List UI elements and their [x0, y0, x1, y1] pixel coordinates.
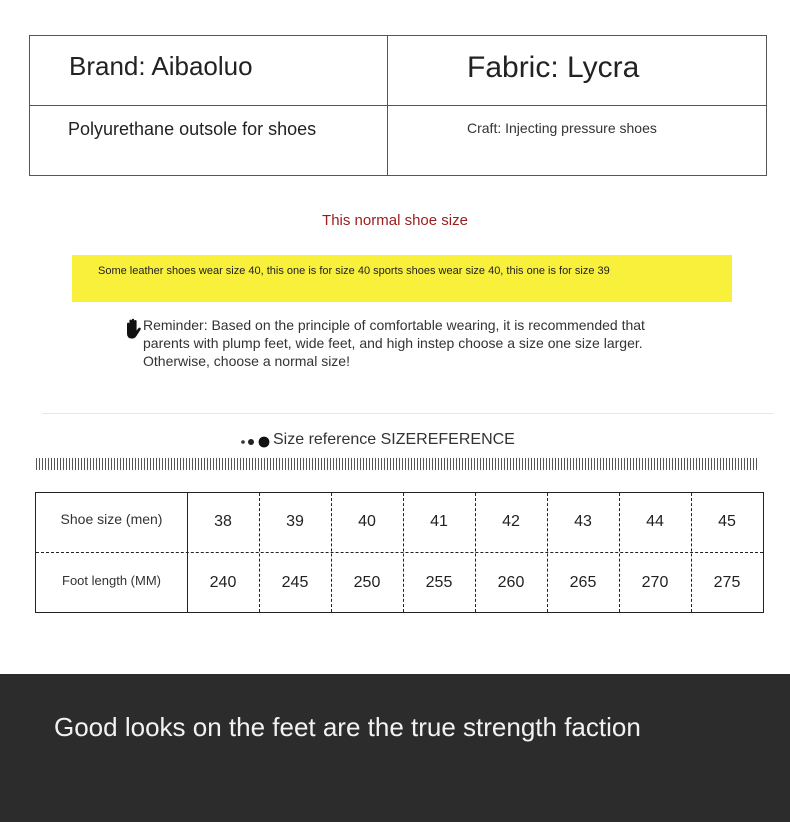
column-divider	[403, 493, 404, 612]
column-divider	[475, 493, 476, 612]
shoe-size-cell: 40	[358, 513, 376, 530]
section-divider	[42, 413, 773, 414]
spec-craft: Craft: Injecting pressure shoes	[467, 120, 657, 136]
size-chart-table	[35, 492, 764, 613]
hand-icon	[123, 318, 143, 340]
shoe-size-cell: 44	[646, 513, 664, 530]
column-divider	[331, 493, 332, 612]
size-note-text: Some leather shoes wear size 40, this one is for size 40 sports shoes wear size 40, this one is for size 39	[98, 265, 610, 277]
column-divider	[547, 493, 548, 612]
product-spec-table	[29, 35, 767, 176]
label-column-divider	[187, 493, 188, 612]
foot-length-cell: 275	[713, 574, 741, 591]
column-divider	[619, 493, 620, 612]
shoe-size-cell: 38	[214, 513, 232, 530]
foot-length-cell: 265	[569, 574, 597, 591]
dots-icon	[240, 436, 272, 448]
size-reference-title: Size reference SIZEREFERENCE	[273, 431, 515, 448]
row-label-shoe-size: Shoe size (men)	[60, 511, 163, 527]
footer-slogan: Good looks on the feet are the true strength faction	[54, 712, 641, 742]
spec-brand: Brand: Aibaoluo	[69, 51, 253, 81]
decorative-barcode-rule	[36, 458, 758, 470]
foot-length-cell: 255	[425, 574, 453, 591]
foot-length-cell: 240	[209, 574, 237, 591]
footer-banner	[0, 674, 790, 822]
spec-divider-horizontal	[30, 105, 766, 106]
column-divider	[259, 493, 260, 612]
foot-length-cell: 250	[353, 574, 381, 591]
shoe-size-cell: 42	[502, 513, 520, 530]
column-divider	[691, 493, 692, 612]
spec-outsole: Polyurethane outsole for shoes	[68, 119, 317, 139]
foot-length-cell: 270	[641, 574, 669, 591]
reminder-text: Reminder: Based on the principle of comfortable wearing, it is recommended that parents with plump feet, wide feet, and high instep choose a size one size larger. Otherwise, choose a normal size!	[143, 317, 645, 369]
size-note-banner	[72, 255, 732, 302]
shoe-size-cell: 41	[430, 513, 448, 530]
shoe-size-cell: 39	[286, 513, 304, 530]
foot-length-cell: 260	[497, 574, 525, 591]
spec-fabric: Fabric: Lycra	[467, 51, 640, 84]
row-divider	[36, 552, 763, 553]
row-label-foot-length: Foot length (MM)	[62, 573, 161, 588]
foot-length-cell: 245	[281, 574, 309, 591]
normal-size-heading: This normal shoe size	[322, 212, 468, 229]
shoe-size-cell: 45	[718, 513, 736, 530]
shoe-size-cell: 43	[574, 513, 592, 530]
